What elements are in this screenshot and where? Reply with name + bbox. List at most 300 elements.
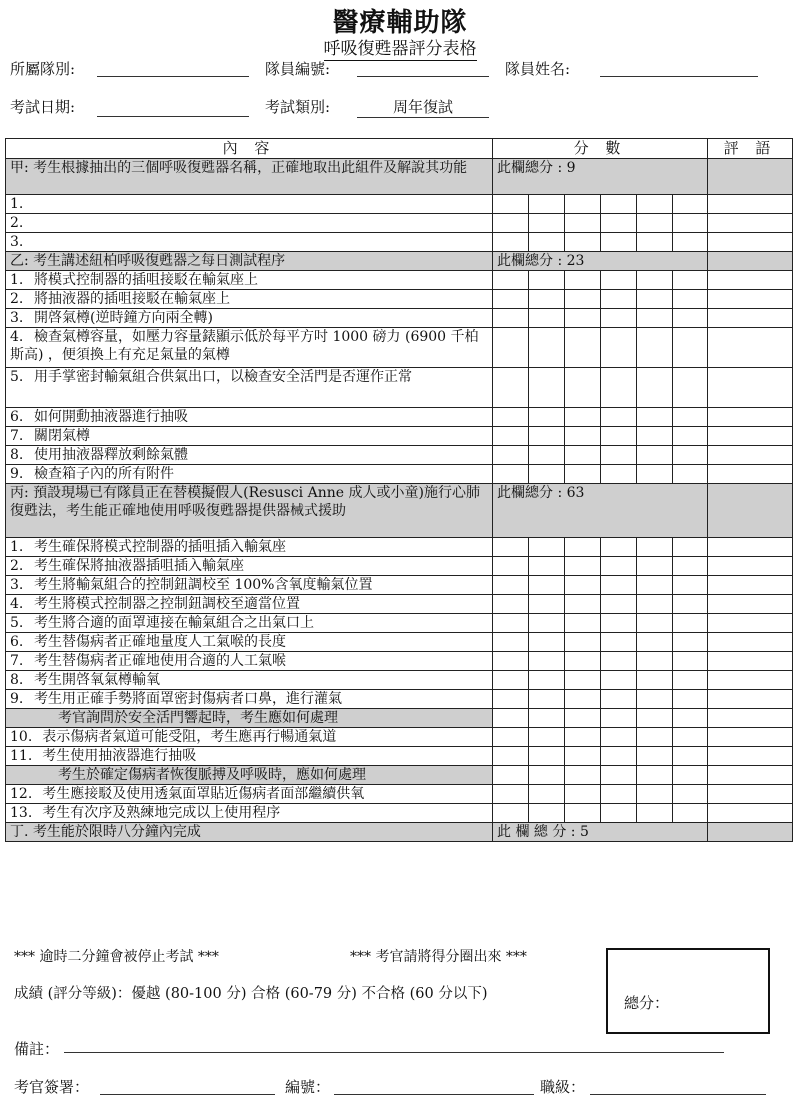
score-cell[interactable] [673, 576, 708, 595]
section-comment-cell[interactable] [708, 484, 793, 538]
criterion-row [6, 309, 793, 328]
score-cell[interactable] [637, 195, 673, 214]
score-cell[interactable] [673, 538, 708, 557]
criterion-text-cell [6, 214, 493, 233]
examiner-question-row [6, 766, 793, 785]
criterion-text-cell [6, 690, 493, 709]
score-cell[interactable] [673, 595, 708, 614]
score-cell[interactable] [565, 368, 601, 408]
score-cell[interactable] [565, 671, 601, 690]
examiner-sign-field[interactable] [100, 1094, 275, 1095]
score-cell[interactable] [565, 690, 601, 709]
criterion-row [6, 804, 793, 823]
score-cell[interactable] [529, 233, 565, 252]
score-cell[interactable] [493, 766, 529, 785]
section-heading-row [6, 823, 793, 842]
comment-cell[interactable] [708, 446, 793, 465]
score-cell[interactable] [601, 214, 637, 233]
score-cell[interactable] [493, 557, 529, 576]
score-cell[interactable] [529, 271, 565, 290]
criterion-row [6, 195, 793, 214]
section-total: 此 欄 總 分 : 5 [493, 823, 708, 842]
criterion-row [6, 747, 793, 766]
examiner-rank-field[interactable] [590, 1094, 766, 1095]
score-cell[interactable] [637, 538, 673, 557]
criterion-text: 使用抽液器釋放剩餘氣體 [34, 447, 188, 463]
criterion-text: 檢查氣樽容量，如壓力容量錶顯示低於每平方吋 1000 磅力 (6900 千柏斯高) ，便須換上有充足氣量的氣樽 [10, 329, 479, 363]
criterion-text-cell [6, 785, 493, 804]
member-no-field[interactable] [357, 76, 489, 77]
section-heading: 丙: 預設現場已有隊員正在替模擬假人(Resusci Anne 成人或小童)施行心肺復甦法，考生能正確地使用呼吸復甦器提供器械式援助 [6, 484, 493, 538]
score-cell[interactable] [601, 446, 637, 465]
exam-type-label: 考試類別: [265, 98, 331, 116]
score-cell[interactable] [601, 595, 637, 614]
score-cell[interactable] [673, 652, 708, 671]
criterion-number: 2. [10, 215, 24, 231]
criterion-row [6, 446, 793, 465]
score-cell[interactable] [637, 446, 673, 465]
remarks-label: 備註： [14, 1040, 60, 1058]
score-cell[interactable] [529, 652, 565, 671]
score-cell[interactable] [601, 427, 637, 446]
score-cell[interactable] [493, 465, 529, 484]
score-cell[interactable] [601, 633, 637, 652]
criterion-row [6, 214, 793, 233]
score-cell[interactable] [565, 766, 601, 785]
criterion-text-cell [6, 465, 493, 484]
score-cell[interactable] [673, 804, 708, 823]
comment-cell[interactable] [708, 633, 793, 652]
score-cell[interactable] [601, 290, 637, 309]
section-comment-cell[interactable] [708, 252, 793, 271]
form-subtitle [0, 34, 800, 59]
criterion-number: 10. [10, 729, 33, 745]
criterion-text-cell [6, 614, 493, 633]
comment-cell[interactable] [708, 785, 793, 804]
score-cell[interactable] [565, 576, 601, 595]
score-cell[interactable] [673, 633, 708, 652]
score-cell[interactable] [673, 465, 708, 484]
comment-cell[interactable] [708, 271, 793, 290]
criterion-number: 6. [10, 634, 24, 650]
criterion-number: 9. [10, 691, 24, 707]
score-cell[interactable] [493, 652, 529, 671]
score-cell[interactable] [637, 614, 673, 633]
criterion-text-cell [6, 747, 493, 766]
score-cell[interactable] [529, 633, 565, 652]
comment-cell[interactable] [708, 309, 793, 328]
section-comment-cell[interactable] [708, 823, 793, 842]
score-cell[interactable] [565, 446, 601, 465]
score-cell[interactable] [601, 652, 637, 671]
score-cell[interactable] [565, 709, 601, 728]
comment-cell[interactable] [708, 538, 793, 557]
score-cell[interactable] [637, 785, 673, 804]
exam-date-label: 考試日期: [10, 98, 76, 116]
score-cell[interactable] [565, 538, 601, 557]
score-cell[interactable] [493, 290, 529, 309]
score-cell[interactable] [601, 233, 637, 252]
score-cell[interactable] [529, 595, 565, 614]
score-cell[interactable] [637, 671, 673, 690]
comment-cell[interactable] [708, 709, 793, 728]
comment-cell[interactable] [708, 233, 793, 252]
criterion-text-cell [6, 728, 493, 747]
score-cell[interactable] [637, 633, 673, 652]
score-cell[interactable] [565, 614, 601, 633]
score-cell[interactable] [493, 368, 529, 408]
comment-cell[interactable] [708, 595, 793, 614]
score-cell[interactable] [673, 328, 708, 368]
section-total: 此欄總分 : 63 [493, 484, 708, 538]
criterion-text [24, 215, 34, 231]
comment-cell[interactable] [708, 766, 793, 785]
member-name-label: 隊員姓名: [505, 60, 571, 78]
score-cell[interactable] [529, 290, 565, 309]
score-cell[interactable] [529, 766, 565, 785]
score-cell[interactable] [673, 709, 708, 728]
comment-cell[interactable] [708, 195, 793, 214]
comment-cell[interactable] [708, 368, 793, 408]
score-cell[interactable] [529, 709, 565, 728]
examiner-rank-label: 職級： [540, 1078, 586, 1096]
comment-cell[interactable] [708, 576, 793, 595]
score-cell[interactable] [493, 747, 529, 766]
score-cell[interactable] [529, 671, 565, 690]
section-heading: 丁. 考生能於限時八分鐘內完成 [6, 823, 493, 842]
score-cell[interactable] [601, 328, 637, 368]
score-cell[interactable] [493, 233, 529, 252]
score-cell[interactable] [565, 408, 601, 427]
score-cell[interactable] [673, 195, 708, 214]
score-cell[interactable] [637, 557, 673, 576]
exam-type-value: 周年復試 [392, 98, 453, 116]
comment-cell[interactable] [708, 804, 793, 823]
criterion-text-cell [6, 538, 493, 557]
criterion-text-cell [6, 804, 493, 823]
score-cell[interactable] [493, 633, 529, 652]
score-cell[interactable] [565, 465, 601, 484]
criterion-text-cell [6, 328, 493, 368]
unit-field[interactable] [97, 76, 249, 77]
criterion-text-cell [6, 671, 493, 690]
score-cell[interactable] [565, 427, 601, 446]
comment-cell[interactable] [708, 557, 793, 576]
score-cell[interactable] [493, 671, 529, 690]
criterion-text: 將抽液器的插咀接駁在輸氣座上 [34, 291, 230, 307]
score-cell[interactable] [493, 709, 529, 728]
criterion-text: 如何開動抽液器進行抽吸 [34, 409, 188, 425]
score-cell[interactable] [493, 728, 529, 747]
criterion-number: 2. [10, 558, 24, 574]
score-cell[interactable] [529, 614, 565, 633]
score-cell[interactable] [673, 408, 708, 427]
score-cell[interactable] [637, 576, 673, 595]
score-cell[interactable] [601, 766, 637, 785]
score-cell[interactable] [565, 804, 601, 823]
criterion-text [24, 196, 34, 212]
score-cell[interactable] [493, 785, 529, 804]
score-cell[interactable] [565, 595, 601, 614]
score-cell[interactable] [673, 214, 708, 233]
score-cell[interactable] [637, 233, 673, 252]
criterion-number: 12. [10, 786, 33, 802]
criterion-number: 7. [10, 653, 24, 669]
score-cell[interactable] [673, 671, 708, 690]
score-cell[interactable] [673, 233, 708, 252]
grading-scale: 成績 (評分等級)：優越 (80-100 分) 合格 (60-79 分) 不合格 (60 分以下) [14, 986, 488, 1002]
score-cell[interactable] [637, 728, 673, 747]
total-score-box[interactable] [606, 948, 770, 1034]
score-cell[interactable] [637, 709, 673, 728]
section-heading: 乙: 考生講述紐柏呼吸復甦器之每日測試程序 [6, 252, 493, 271]
criterion-row [6, 614, 793, 633]
score-cell[interactable] [529, 328, 565, 368]
score-cell[interactable] [637, 427, 673, 446]
score-cell[interactable] [673, 368, 708, 408]
score-cell[interactable] [673, 766, 708, 785]
score-cell[interactable] [601, 368, 637, 408]
score-cell[interactable] [529, 576, 565, 595]
score-cell[interactable] [529, 214, 565, 233]
score-cell[interactable] [529, 728, 565, 747]
score-cell[interactable] [601, 671, 637, 690]
criterion-text: 考生開啓氧氣樽輸氧 [34, 672, 160, 688]
score-cell[interactable] [637, 465, 673, 484]
score-cell[interactable] [637, 214, 673, 233]
score-cell[interactable] [493, 309, 529, 328]
score-cell[interactable] [565, 557, 601, 576]
comment-cell[interactable] [708, 652, 793, 671]
examiner-question-row [6, 709, 793, 728]
score-cell[interactable] [565, 271, 601, 290]
score-cell[interactable] [637, 804, 673, 823]
comment-cell[interactable] [708, 747, 793, 766]
comment-cell[interactable] [708, 614, 793, 633]
score-cell[interactable] [493, 595, 529, 614]
score-cell[interactable] [529, 690, 565, 709]
criterion-row [6, 633, 793, 652]
score-cell[interactable] [529, 446, 565, 465]
score-cell[interactable] [673, 785, 708, 804]
criterion-number: 3. [10, 310, 24, 326]
remarks-field[interactable] [64, 1052, 724, 1053]
criterion-number: 11. [10, 748, 33, 764]
criterion-text: 考生確保將模式控制器的插咀插入輸氣座 [34, 539, 286, 555]
criterion-number: 8. [10, 447, 24, 463]
score-cell[interactable] [565, 328, 601, 368]
score-cell[interactable] [493, 328, 529, 368]
score-cell[interactable] [529, 195, 565, 214]
score-cell[interactable] [601, 728, 637, 747]
score-cell[interactable] [493, 427, 529, 446]
score-cell[interactable] [529, 309, 565, 328]
score-cell[interactable] [673, 290, 708, 309]
criterion-number: 1. [10, 272, 24, 288]
score-cell[interactable] [637, 690, 673, 709]
score-cell[interactable] [565, 747, 601, 766]
criterion-text-cell [6, 195, 493, 214]
comment-cell[interactable] [708, 427, 793, 446]
criterion-text: 考生替傷病者正確地量度人工氣喉的長度 [34, 634, 286, 650]
criterion-number: 8. [10, 672, 24, 688]
criterion-text-cell [6, 271, 493, 290]
score-cell[interactable] [565, 633, 601, 652]
criterion-number: 4. [10, 596, 24, 612]
score-cell[interactable] [565, 652, 601, 671]
score-cell[interactable] [493, 538, 529, 557]
score-cell[interactable] [673, 446, 708, 465]
score-cell[interactable] [601, 557, 637, 576]
score-cell[interactable] [673, 728, 708, 747]
score-cell[interactable] [601, 309, 637, 328]
score-cell[interactable] [637, 290, 673, 309]
section-heading-row [6, 159, 793, 195]
criterion-text-cell [6, 766, 493, 785]
comment-cell[interactable] [708, 690, 793, 709]
member-name-field[interactable] [600, 76, 758, 77]
criterion-text: 開啓氣樽(逆時鐘方向兩全轉) [34, 310, 213, 326]
criterion-row [6, 233, 793, 252]
criterion-text: 考生將模式控制器之控制鈕調校至適當位置 [34, 596, 300, 612]
score-cell[interactable] [565, 290, 601, 309]
score-cell[interactable] [601, 408, 637, 427]
score-cell[interactable] [673, 427, 708, 446]
score-cell[interactable] [601, 576, 637, 595]
score-cell[interactable] [493, 214, 529, 233]
score-cell[interactable] [601, 785, 637, 804]
score-cell[interactable] [565, 214, 601, 233]
score-cell[interactable] [601, 271, 637, 290]
criterion-number: 9. [10, 466, 24, 482]
score-cell[interactable] [565, 728, 601, 747]
criterion-text: 考生用正確手勢將面罩密封傷病者口鼻，進行灌氣 [34, 691, 342, 707]
score-cell[interactable] [601, 614, 637, 633]
criterion-row [6, 328, 793, 368]
score-cell[interactable] [565, 195, 601, 214]
score-cell[interactable] [673, 271, 708, 290]
section-heading-row [6, 252, 793, 271]
score-cell[interactable] [493, 271, 529, 290]
comment-cell[interactable] [708, 214, 793, 233]
criterion-row [6, 576, 793, 595]
criterion-text: 考生替傷病者正確地使用合適的人工氣喉 [34, 653, 286, 669]
criterion-number: 3. [10, 234, 24, 250]
criterion-row [6, 690, 793, 709]
score-cell[interactable] [601, 538, 637, 557]
score-cell[interactable] [637, 271, 673, 290]
comment-cell[interactable] [708, 290, 793, 309]
form-title: 醫療輔助隊 [332, 8, 468, 38]
criterion-text: 用手掌密封輸氣組合供氣出口，以檢查安全活門是否運作正常 [34, 369, 412, 385]
criterion-text-cell [6, 595, 493, 614]
criterion-text: 考生有次序及熟練地完成以上使用程序 [42, 805, 281, 821]
examiner-no-field[interactable] [334, 1094, 534, 1095]
score-cell[interactable] [565, 233, 601, 252]
score-cell[interactable] [529, 427, 565, 446]
overtime-warning: *** 逾時二分鐘會被停止考試 *** [14, 949, 219, 965]
score-cell[interactable] [493, 195, 529, 214]
criterion-text: 考生確保將抽液器插咀插入輸氣座 [34, 558, 244, 574]
score-cell[interactable] [493, 576, 529, 595]
score-cell[interactable] [529, 785, 565, 804]
score-cell[interactable] [601, 804, 637, 823]
criterion-row [6, 652, 793, 671]
criterion-text-cell [6, 408, 493, 427]
score-cell[interactable] [637, 408, 673, 427]
section-comment-cell[interactable] [708, 159, 793, 195]
criterion-row [6, 427, 793, 446]
score-cell[interactable] [493, 446, 529, 465]
score-cell[interactable] [673, 747, 708, 766]
criterion-text-cell [6, 290, 493, 309]
header-content: 內 容 [6, 139, 493, 159]
criterion-row [6, 368, 793, 408]
criterion-row [6, 271, 793, 290]
criterion-text: 考生將輸氣組合的控制鈕調校至 100%含氧度輸氣位置 [34, 577, 373, 593]
score-cell[interactable] [673, 309, 708, 328]
score-cell[interactable] [637, 766, 673, 785]
score-cell[interactable] [673, 614, 708, 633]
criterion-text: 考生應接駁及使用透氣面罩貼近傷病者面部繼續供氧 [42, 786, 365, 802]
section-heading: 甲: 考生根據抽出的三個呼吸復甦器名稱，正確地取出此組件及解說其功能 [6, 159, 493, 195]
exam-date-field[interactable] [97, 116, 249, 117]
score-cell[interactable] [637, 309, 673, 328]
score-cell[interactable] [529, 465, 565, 484]
score-cell[interactable] [493, 690, 529, 709]
criterion-row [6, 538, 793, 557]
score-cell[interactable] [529, 804, 565, 823]
score-cell[interactable] [637, 328, 673, 368]
score-cell[interactable] [493, 408, 529, 427]
score-cell[interactable] [529, 368, 565, 408]
criterion-number: 3. [10, 577, 24, 593]
criterion-number: 6. [10, 409, 24, 425]
score-cell[interactable] [529, 408, 565, 427]
header-comment: 評 語 [708, 139, 793, 159]
comment-cell[interactable] [708, 671, 793, 690]
score-cell[interactable] [493, 804, 529, 823]
score-cell[interactable] [565, 785, 601, 804]
score-cell[interactable] [601, 195, 637, 214]
score-cell[interactable] [601, 747, 637, 766]
comment-cell[interactable] [708, 408, 793, 427]
score-cell[interactable] [637, 747, 673, 766]
score-cell[interactable] [673, 690, 708, 709]
score-cell[interactable] [565, 309, 601, 328]
score-cell[interactable] [493, 614, 529, 633]
score-cell[interactable] [601, 690, 637, 709]
score-cell[interactable] [601, 465, 637, 484]
comment-cell[interactable] [708, 728, 793, 747]
comment-cell[interactable] [708, 465, 793, 484]
criterion-number: 4. [10, 329, 24, 345]
comment-cell[interactable] [708, 328, 793, 368]
score-cell[interactable] [637, 652, 673, 671]
score-cell[interactable] [529, 538, 565, 557]
section-total: 此欄總分 : 23 [493, 252, 708, 271]
score-cell[interactable] [601, 709, 637, 728]
score-cell[interactable] [673, 557, 708, 576]
criterion-text-cell [6, 368, 493, 408]
examiner-sign-label: 考官簽署： [14, 1078, 90, 1096]
score-cell[interactable] [529, 747, 565, 766]
score-cell[interactable] [529, 557, 565, 576]
form-subtitle-text: 呼吸復甦器評分表格 [323, 39, 477, 59]
score-cell[interactable] [637, 368, 673, 408]
score-cell[interactable] [637, 595, 673, 614]
exam-type-field[interactable] [357, 117, 489, 118]
